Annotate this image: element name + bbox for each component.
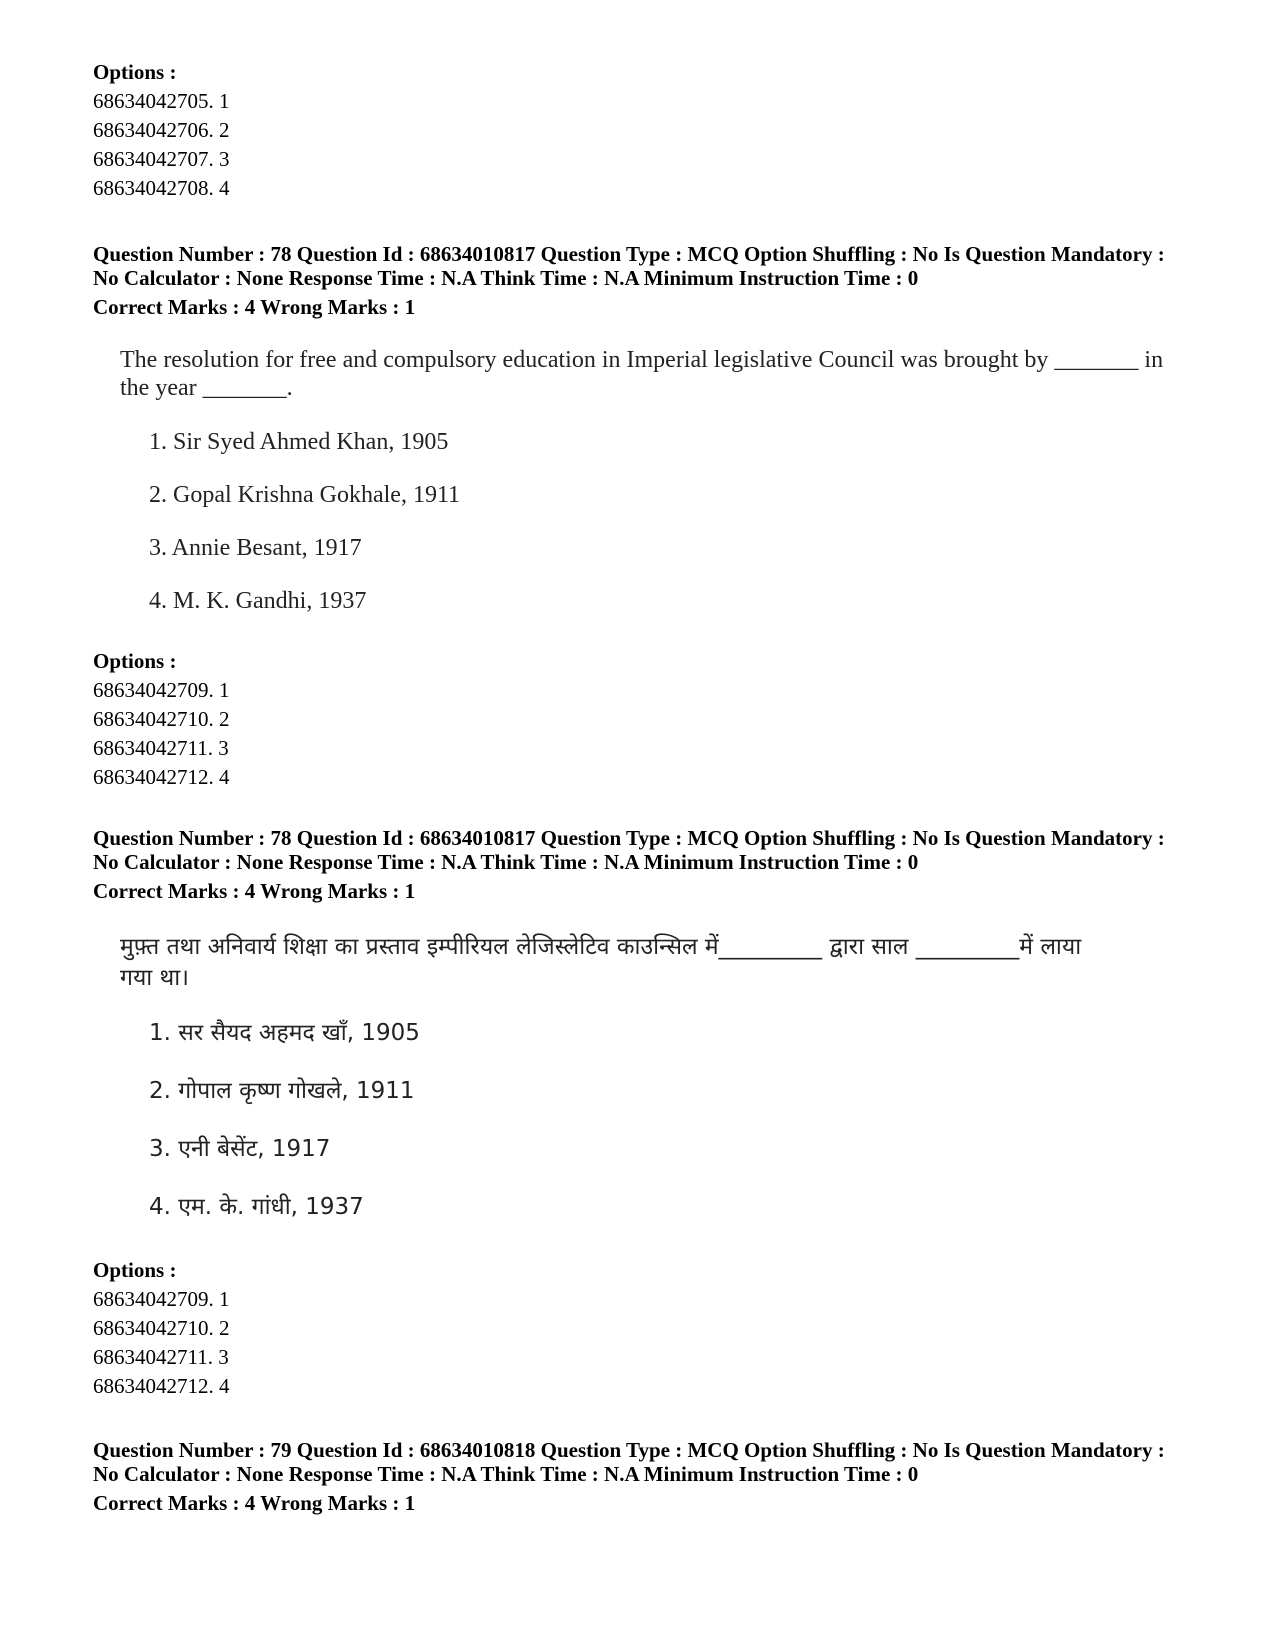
- question-header-line1: Question Number : 78 Question Id : 68634010817 Question Type : MCQ Option Shuffling : No Is Question Mandatory :: [93, 242, 1165, 266]
- question-choice: 4. एम. के. गांधी, 1937: [149, 1194, 364, 1220]
- option-id-line: 68634042711. 3: [93, 736, 229, 760]
- question-choice: 3. एनी बेसेंट, 1917: [149, 1136, 331, 1162]
- option-id-line: 68634042710. 2: [93, 1316, 230, 1340]
- option-id-line: 68634042708. 4: [93, 176, 230, 200]
- question-marks: Correct Marks : 4 Wrong Marks : 1: [93, 879, 416, 903]
- question-choice: 3. Annie Besant, 1917: [149, 535, 362, 561]
- question-header-line1: Question Number : 78 Question Id : 68634010817 Question Type : MCQ Option Shuffling : No Is Question Mandatory :: [93, 826, 1165, 850]
- options-label: Options :: [93, 649, 177, 673]
- option-id-line: 68634042711. 3: [93, 1345, 229, 1369]
- option-id-line: 68634042707. 3: [93, 147, 230, 171]
- question-text-line1: मुफ़्त तथा अनिवार्य शिक्षा का प्रस्ताव इम्पीरियल लेजिस्लेटिव काउन्सिल में_________ द्वारा साल _________में लाया: [120, 934, 1082, 960]
- option-id-line: 68634042712. 4: [93, 1374, 230, 1398]
- option-id-line: 68634042705. 1: [93, 89, 230, 113]
- question-header-line2: No Calculator : None Response Time : N.A Think Time : N.A Minimum Instruction Time : 0: [93, 266, 919, 290]
- question-choice: 2. Gopal Krishna Gokhale, 1911: [149, 482, 461, 508]
- question-choice: 1. Sir Syed Ahmed Khan, 1905: [149, 429, 449, 455]
- options-label: Options :: [93, 60, 177, 84]
- question-choice: 4. M. K. Gandhi, 1937: [149, 588, 367, 614]
- question-marks: Correct Marks : 4 Wrong Marks : 1: [93, 1491, 416, 1515]
- question-text: [120, 932, 1180, 994]
- question-header-line2: No Calculator : None Response Time : N.A Think Time : N.A Minimum Instruction Time : 0: [93, 850, 919, 874]
- question-choice: 2. गोपाल कृष्ण गोखले, 1911: [149, 1078, 415, 1104]
- question-choice: 1. सर सैयद अहमद खाँ, 1905: [149, 1020, 420, 1046]
- option-id-line: 68634042709. 1: [93, 1287, 230, 1311]
- question-text-line2: the year _______.: [120, 375, 293, 401]
- question-text-line2: गया था।: [120, 965, 189, 991]
- question-header-line2: No Calculator : None Response Time : N.A Think Time : N.A Minimum Instruction Time : 0: [93, 1462, 919, 1486]
- option-id-line: 68634042710. 2: [93, 707, 230, 731]
- question-text-line1: The resolution for free and compulsory education in Imperial legislative Council was brought by _______ in: [120, 347, 1164, 373]
- option-id-line: 68634042706. 2: [93, 118, 230, 142]
- options-label: Options :: [93, 1258, 177, 1282]
- question-text: [120, 346, 1180, 402]
- question-header-line1: Question Number : 79 Question Id : 68634010818 Question Type : MCQ Option Shuffling : No Is Question Mandatory :: [93, 1438, 1165, 1462]
- option-id-line: 68634042712. 4: [93, 765, 230, 789]
- question-marks: Correct Marks : 4 Wrong Marks : 1: [93, 295, 416, 319]
- option-id-line: 68634042709. 1: [93, 678, 230, 702]
